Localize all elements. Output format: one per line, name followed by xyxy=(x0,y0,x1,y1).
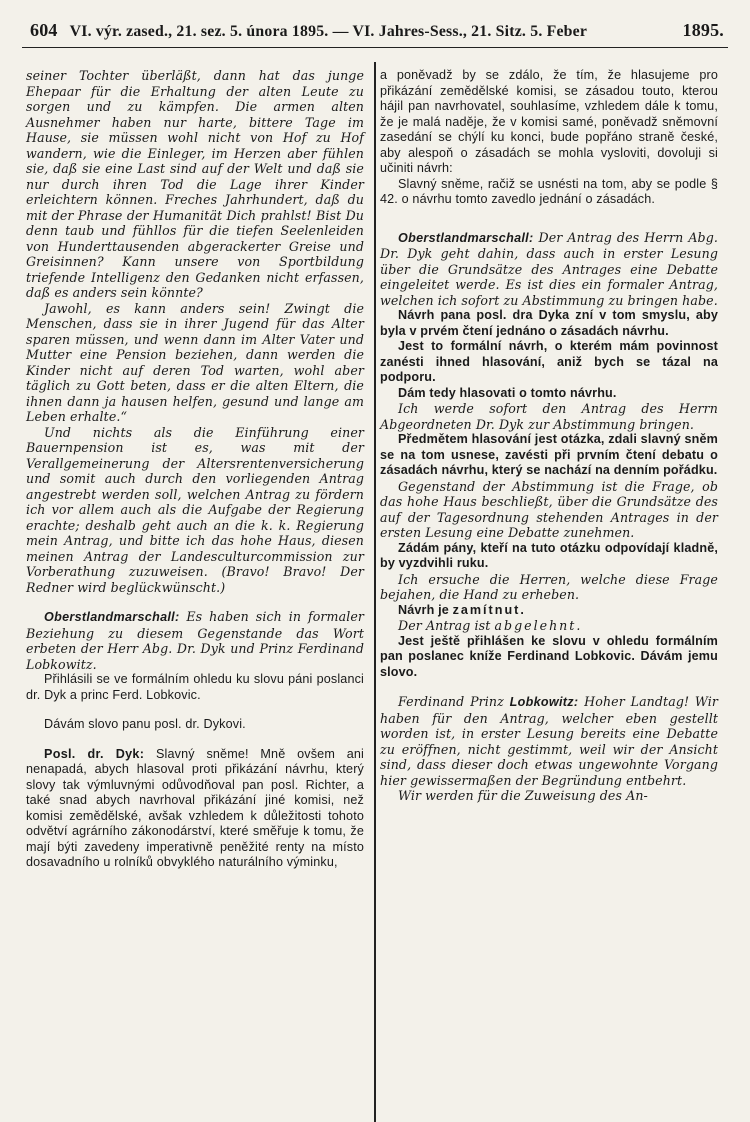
speaker-name: Lobkowitz: xyxy=(509,695,579,709)
paragraph: Jawohl, es kann anders sein! Zwingt die Menschen, dass sie in ihrer Jugend für das Alter sparen müssen, und wenn dann im Alter Vater und Mutter eine Pension beziehen, dann werden die Kinder nicht auf deren Tod warten, wohl aber täglich zu Gott beten, dass er die alten Eltern, die ihnen dann ja hausen helfen, gesund und lange am Leben erhalte.“ xyxy=(26,300,364,424)
paragraph: Jest ještě přihlášen ke slovu v ohledu formálním pan poslanec kníže Ferdinand Lobkovic. Dávám jemu slovo. xyxy=(380,633,718,679)
paragraph: seiner Tochter überläßt, dann hat das junge Ehepaar für die Erhaltung der alten Leute zu sorgen und zu kämpfen. Die armen alten Ausnehmer haben nur harte, bittere Tage im Hause, sie müssen wohl nicht von Hof zu Hof wandern, wie die Einleger, im Herzen aber fühlen sie, daß sie eine Last sind auf der Welt und daß sie nur durch ihren Tod die Lage ihrer Kinder erleichtern können. Freches Jahrhundert, daß du mit der Phrase der Humanität Dich prahlst! Bist Du denn taub und fühllos für die tiefen Seelenleiden von Hunderttausenden abgerackerter Greise und Greisinnen? Kann unsere von Sportbildung triefende Intelligenz den Gedanken nicht erfassen, daß es anders sein könnte? xyxy=(26,68,364,300)
speech-text: Es haben sich in formaler Beziehung zu diesem Gegenstande das Wort erbeten der Herr Abg. Dr. Dyk und Prinz Ferdinand Lobkowitz. xyxy=(26,609,364,672)
page-number: 604 xyxy=(30,20,58,40)
paragraph: Předmětem hlasování jest otázka, zdali slavný sněm se na tom usnese, zavésti při prvním čtení debatu o zásadách návrhu, který se nachází na denním pořádku. xyxy=(380,432,718,477)
speaker-name: Oberstlandmarschall: xyxy=(398,230,534,245)
paragraph: a poněvadž by se zdálo, že tím, že hlasujeme pro přikázání zemědělské komisi, se zásadou touto, kterou hájil pan navrhovatel, souhlasíme, vzhledem dále k tomu, že je malá naděje, že v komisi samé, poněvadž sněmovní zasedání se chýlí ku konci, bude popřáno straně české, aby alespoň o zásadách se mohla vysloviti, dovoluji si učiniti návrh: xyxy=(380,68,718,175)
right-column xyxy=(372,68,722,871)
result-text: Návrh je xyxy=(398,602,453,617)
header-year: 1895. xyxy=(682,20,724,40)
left-column xyxy=(22,68,372,871)
speech-text: Der Antrag des Herrn Abg. Dr. Dyk geht dahin, dass auch in erster Lesung über die Grundsätze des Antrages eine Debatte eingeleitet werde. Es ist dies ein formaler Antrag, welchen ich sofort zu Abstimmung zu bringen habe. xyxy=(380,229,718,308)
paragraph: Návrh pana posl. dra Dyka zní v tom smyslu, aby byla v prvém čtení jednáno o zásadách návrhu. xyxy=(380,308,718,338)
paragraph: Slavný sněme, račiž se usnésti na tom, aby se podle § 42. o návrhu tomto zavedlo jednání o zásadách. xyxy=(380,176,718,206)
speech-oberstlandmarschall xyxy=(26,609,364,672)
paragraph: Gegenstand der Abstimmung ist die Frage, ob das hohe Haus beschließt, über die Grundsätze des auf der Tagesordnung stehenden Antrages in der ersten Lesung eine Debatte zunehmen. xyxy=(380,478,718,540)
speaker-name: Oberstlandmarschall: xyxy=(44,610,180,624)
paragraph: Zádám pány, kteří na tuto otázku odpovídají kladně, by vyzdvihli ruku. xyxy=(380,540,718,570)
paragraph xyxy=(380,603,718,619)
paragraph: Wir werden für die Zuweisung des An- xyxy=(398,788,648,803)
speech-text: Hoher Landtag! Wir haben für den Antrag, welcher eben gestellt worden ist, in erster Lesung bereits eine Debatte zu eröffnen, nicht gestimmt, weil wir der Ansicht sind, dass dieser doch etwas ungewohnte Vorgang hier gewissermaßen der Begründung entbehrt. xyxy=(380,694,718,788)
paragraph: Und nichts als die Einführung einer Bauernpension ist es, was mit der Verallgemeinerung der Altersrentenversicherung und somit auch durch den vorliegenden Antrag angestrebt werden soll, welchen Antrag zu fördern ich vor allem auch als die Aufgabe der Regierung erachte; deshalb geht auch an die k. k. Regierung mein Antrag, und bitte ich das hohe Haus, diesen meinen Antrag der Landesculturcommission zur Vorberathung zuzuweisen. (Bravo! Bravo! Der Redner wird beglückwünscht.) xyxy=(26,424,364,595)
page-header xyxy=(22,20,728,48)
speech-oberstlandmarschall xyxy=(380,230,718,309)
column-divider xyxy=(374,62,376,1122)
paragraph: Dám tedy hlasovati o tomto návrhu. xyxy=(398,385,617,400)
paragraph: Dávám slovo panu posl. dr. Dykovi. xyxy=(44,717,246,731)
paragraph: Ich werde sofort den Antrag des Herrn Abgeordneten Dr. Dyk zur Abstimmung bringen. xyxy=(380,401,718,432)
result-text: Der Antrag ist xyxy=(398,618,495,633)
speech-lobkowitz xyxy=(380,694,718,788)
speech-dyk xyxy=(26,747,364,871)
speaker-name: Posl. dr. Dyk: xyxy=(44,746,145,761)
speaker-prefix: Ferdinand Prinz xyxy=(398,694,510,709)
speech-text: Slavný sněme! Mně ovšem ani nenapadá, abych hlasoval proti přikázání návrhu, který slovy tak výmluvnými odůvodňoval pan posl. Richter, a také snad abych navrhoval přikázání jiné komisi, než komisi zemědělské, avšak vzhledem k důležitosti tohoto odvětví agrárního zákonodárství, které směřuje k tomu, že mají býti zavedeny imperativně peněžité renty na místo dosavadního u rolníků obvyklého naturálního výminku, xyxy=(26,746,364,869)
header-title: VI. výr. zased., 21. sez. 5. února 1895. — VI. Jahres-Sess., 21. Sitz. 5. Feber xyxy=(69,23,588,40)
columns xyxy=(22,68,728,871)
paragraph xyxy=(380,618,718,634)
paragraph: Přihlásili se ve formálním ohledu ku slovu páni poslanci dr. Dyk a princ Ferd. Lobkovic. xyxy=(26,672,364,702)
paragraph: Ich ersuche die Herren, welche diese Frage bejahen, die Hand zu erheben. xyxy=(380,571,718,602)
paragraph: Jest to formální návrh, o kterém mám povinnost zanésti ihned hlasování, aniž bych se tázal na podporu. xyxy=(380,339,718,384)
result-word: zamítnut. xyxy=(452,602,526,617)
result-word: abgelehnt. xyxy=(494,618,583,633)
